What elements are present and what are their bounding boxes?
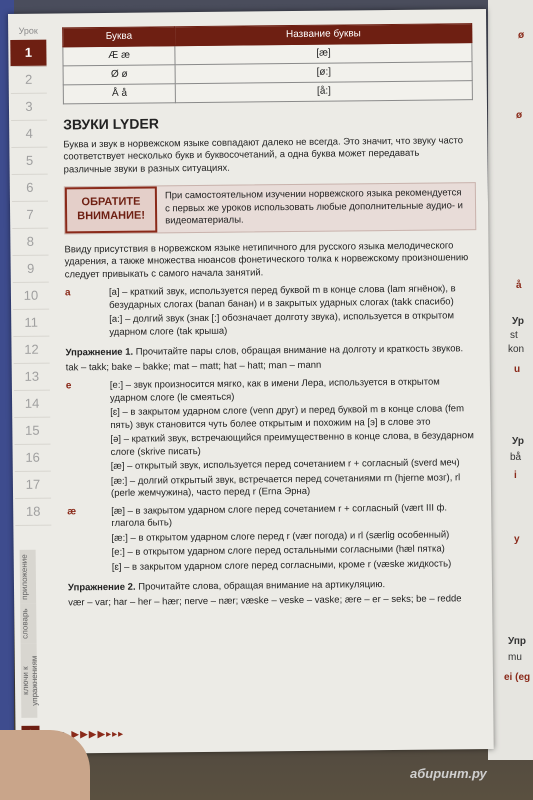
facing-fragment: å <box>516 280 522 291</box>
lesson-tab-2[interactable]: 2 <box>11 67 47 94</box>
entry-letter: e <box>65 380 72 392</box>
table-cell: [å:] <box>176 81 473 103</box>
watermark: абиринт.ру <box>410 766 487 781</box>
lesson-tab-11[interactable]: 11 <box>13 310 49 337</box>
note-label: ОБРАТИТЕ ВНИМАНИЕ! <box>65 186 157 232</box>
entry-line: [æ:] – долгий открытый звук, встречается перед сочетаниями rn (hjerne мозг), rl (perle жемчужина), часто перед r (Erna Эрна) <box>110 471 461 499</box>
note-text: При самостоятельном изучении норвежского языка рекомендуется с первых же уроков использовать любые дополнительные аудио- и видеоматериалы. <box>164 187 463 227</box>
lesson-tab-8[interactable]: 8 <box>12 229 48 256</box>
thumb-image <box>0 730 90 800</box>
facing-page <box>488 0 533 760</box>
lesson-tab-1[interactable]: 1 <box>10 40 46 67</box>
entry-line: [ə] – краткий звук, встречающийся преимущественно в конце слова, в безударном слоге (skrive писать) <box>110 430 474 458</box>
exercise-title: Упражнение 1. <box>65 346 134 359</box>
arrows-icon: ▶▶▶▶▸▸▸ <box>71 728 125 740</box>
table-row <box>63 81 472 104</box>
lesson-tab-6[interactable]: 6 <box>12 175 48 202</box>
entry-letter: a <box>64 287 71 299</box>
lesson-navigation <box>10 26 51 526</box>
lesson-tab-12[interactable]: 12 <box>13 337 49 364</box>
lesson-tab-3[interactable]: 3 <box>11 94 47 121</box>
lesson-tab-13[interactable]: 13 <box>14 364 50 391</box>
facing-fragment: Ур <box>512 316 524 327</box>
answer-keys-tab[interactable]: ключи к упражнениям <box>21 644 38 718</box>
table-header: Название буквы <box>175 24 472 46</box>
entry-letter: æ <box>67 505 77 517</box>
lesson-label: Урок <box>18 25 38 36</box>
table-cell: Ø ø <box>63 65 176 85</box>
lesson-tab-16[interactable]: 16 <box>15 445 51 472</box>
facing-fragment: ei (eg <box>504 672 531 683</box>
section-title: ЗВУКИ LYDER <box>63 115 159 133</box>
dictionary-tab[interactable]: словарь <box>20 604 36 644</box>
entry-line: [æ:] – в открытом ударном слоге перед r (vær погода) и rl (særlig особенный) <box>111 528 450 544</box>
entry-line: [a] – краткий звук, используется перед буквой m в конце слова (lam ягнёнок), в безударных слогах (banan банан) и в закрытых ударных слогах (takk спасибо) <box>108 283 456 311</box>
facing-fragment: i <box>514 470 517 481</box>
pronunciation-paragraph: Ввиду присутствия в норвежском языке нетипичного для русского языка мелодического ударения, а также множества нюансов фонетического толка к норвежскому произношению следует привыкать с самого начала занятий. <box>64 239 469 280</box>
lesson-tab-7[interactable]: 7 <box>12 202 48 229</box>
facing-fragment: bå <box>510 452 522 463</box>
facing-fragment: st <box>510 330 518 341</box>
facing-fragment: Упр <box>508 636 526 647</box>
textbook-page <box>8 9 494 754</box>
table-cell: [ø:] <box>175 62 472 84</box>
lesson-tab-14[interactable]: 14 <box>14 391 50 418</box>
facing-fragment: Ур <box>512 436 524 447</box>
facing-fragment: mu <box>508 652 522 663</box>
exercise-words: vær – var; har – her – hær; nerve – nær; væske – veske – vaske; ære – er – seks; be – redde <box>68 592 462 608</box>
sound-entry-ae <box>67 502 478 577</box>
lesson-tab-9[interactable]: 9 <box>13 256 49 283</box>
table-header: Буква <box>63 27 176 47</box>
sound-entry-a <box>65 283 476 341</box>
intro-paragraph: Буква и звук в норвежском языке совпадают далеко не всегда. Это значит, что звуку часто соответствует несколько букв и буквосочетаний, а одна буква может передавать различные звуки в разных ситуациях. <box>63 134 464 175</box>
facing-fragment: y <box>514 534 520 545</box>
table-cell: Æ æ <box>63 46 176 66</box>
lesson-tab-18[interactable]: 18 <box>15 499 51 526</box>
lesson-tab-17[interactable]: 17 <box>15 472 51 499</box>
entry-line: [e:] – звук произносится мягко, как в имени Лера, используется в открытом ударном слоге (le смеяться) <box>109 376 440 404</box>
facing-fragment: kon <box>508 344 525 355</box>
facing-fragment: ø <box>516 110 523 121</box>
lesson-tab-15[interactable]: 15 <box>14 418 50 445</box>
exercise-title: Упражнение 2. <box>67 581 136 594</box>
entry-line: [ɛ] – в закрытом ударном слоге перед согласными, кроме r (væske жидкость) <box>111 557 452 573</box>
entry-line: [ɛ] – в закрытом ударном слоге (venn друг) и перед буквой m в конце слова (fem пять) звук становится чуть более открытым и похожим на [э] в слове это <box>110 403 465 431</box>
exercise-text: Прочитайте пары слов, обращая внимание на долготу и краткость звуков. <box>135 343 464 358</box>
page-footer <box>21 719 491 746</box>
lesson-tab-10[interactable]: 10 <box>13 283 49 310</box>
facing-fragment: u <box>514 364 521 375</box>
exercise-text: Прочитайте слова, обращая внимание на артикуляцию. <box>138 579 386 593</box>
exercise-words: tak – takk; bake – bakke; mat – matt; hat – hatt; man – mann <box>65 359 322 373</box>
entry-line: [æ] – открытый звук, используется перед сочетанием r + согласный (sverd меч) <box>110 457 460 472</box>
note-box <box>64 182 476 234</box>
entry-line: [e:] – в открытом ударном слоге перед остальными согласными (hæl пятка) <box>111 543 445 558</box>
letters-table <box>62 23 473 104</box>
main-content <box>54 23 480 615</box>
entry-line: [a:] – долгий звук (знак [:] обозначает долготу звука), используется в открытом ударном слоге (tak крыша) <box>109 310 455 338</box>
lesson-tab-4[interactable]: 4 <box>11 121 47 148</box>
appendix-tab[interactable]: приложение <box>20 550 37 604</box>
entry-line: [æ] – в закрытом ударном слоге перед сочетанием r + согласный (vært III ф. глагола быть) <box>111 501 448 529</box>
table-cell: [æ] <box>175 43 472 65</box>
facing-fragment: ø <box>518 30 525 41</box>
table-cell: Å å <box>63 84 176 104</box>
sound-entry-e <box>66 376 477 503</box>
lesson-tab-5[interactable]: 5 <box>11 148 47 175</box>
